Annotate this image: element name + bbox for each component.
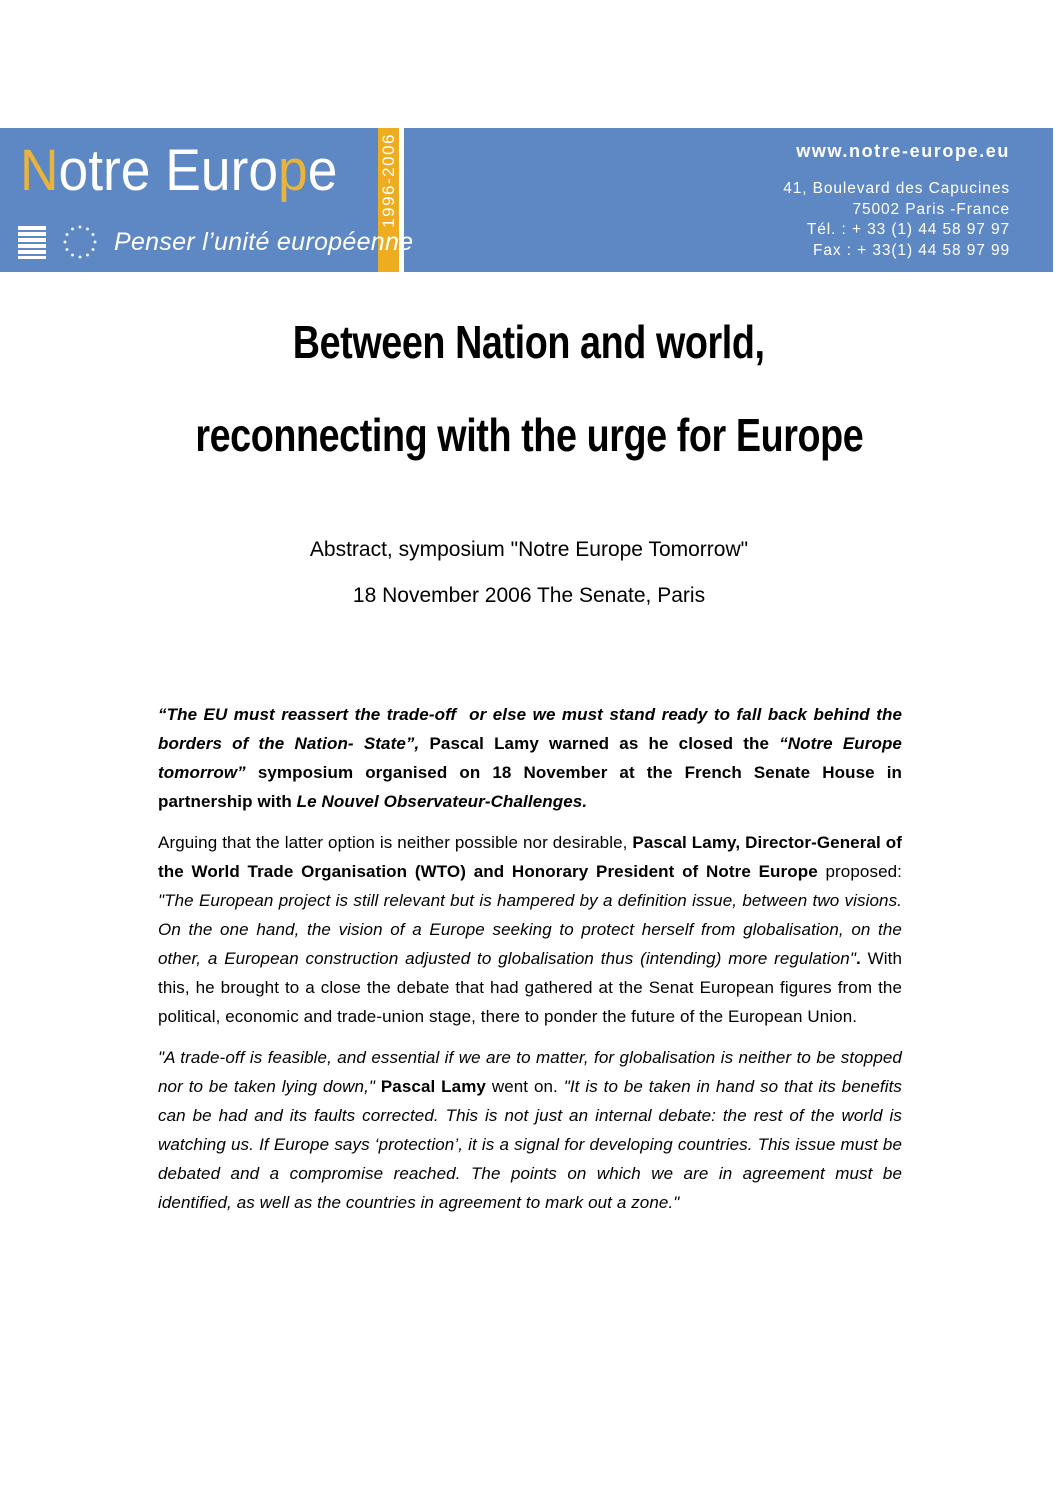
text-run: went on. [491,1077,564,1096]
text-run: proposed: [825,862,902,881]
paragraph-lamy-proposal [158,828,902,1031]
contact-panel [404,128,1053,272]
text-run: With this, he brought to a close the debate that had gathered at the Senat European figures from the political, economic and trade-union stage, there to ponder the future of the European Union. [158,949,902,1026]
text-run: p [278,138,308,203]
header-banner [0,128,1053,272]
document-date-location: 18 November 2006 The Senate, Paris [352,584,706,607]
logo-tagline: Penser l’unité européenne [114,227,414,256]
lines-icon [18,226,46,259]
text-run: “The EU must reassert the trade-off or else we must stand ready to fall back behind the borders of the Nation- State”, [158,705,902,753]
text-run: Arguing that the latter option is neither possible nor desirable, [158,833,633,852]
text-run: “Notre Europe tomorrow” [158,734,902,782]
eu-stars-circle-icon [60,222,100,262]
fax-line: Fax : + 33(1) 44 58 97 99 [813,241,1010,259]
document-body [158,700,902,1229]
paragraph-trade-off-quote [158,1043,902,1217]
address-line-city: 75002 Paris -France [852,200,1010,218]
text-run: otre Euro [58,138,279,203]
address-line-street: 41, Boulevard des Capucines [783,180,1010,197]
address-block [404,179,1010,261]
document-subtitle: Abstract, symposium "Notre Europe Tomorrow" [309,538,749,561]
logo-tagline-row [18,222,413,262]
text-run: "The European project is still relevant but is hampered by a definition issue, between two visions. On the one hand, the vision of a Europe seeking to protect herself from globalisation, on the other, a European construction adjusted to globalisation thus (intending) more regulation" [158,891,902,968]
text-run: symposium organised on 18 November at the French Senate House in partnership with [158,763,903,811]
text-run: Pascal Lamy, Director-General of the World Trade Organisation (WTO) and Honorary President of Notre Europe [158,833,902,881]
document-title-line1: Between Nation and world, [293,316,765,368]
text-run: e [307,138,338,203]
anniversary-years: 1996-2006 [378,133,398,228]
text-run: Pascal Lamy warned as he closed the [429,734,780,753]
paragraph-lead [158,700,902,816]
text-run: N [20,138,59,203]
text-run: . [855,949,868,968]
logo-wordmark [20,138,338,203]
document-title-line2: reconnecting with the urge for Europe [194,409,864,461]
text-run: Pascal Lamy [380,1077,492,1096]
text-run: "A trade-off is feasible, and essential if we are to matter, for globalisation is neither to be stopped nor to be taken lying down," [158,1048,902,1096]
phone-line: Tél. : + 33 (1) 44 58 97 97 [806,221,1010,238]
text-run: Le Nouvel Observateur-Challenges. [296,792,588,811]
website-url: www.notre-europe.eu [796,141,1010,161]
text-run: "It is to be taken in hand so that its benefits can be had and its faults corrected. This is not just an internal debate: the rest of the world is watching us. If Europe says ‘protection’, it is a signal for developing countries. This issue must be debated and a compromise reached. The points on which we are in agreement must be identified, as well as the countries in agreement to mark out a zone." [158,1077,903,1212]
